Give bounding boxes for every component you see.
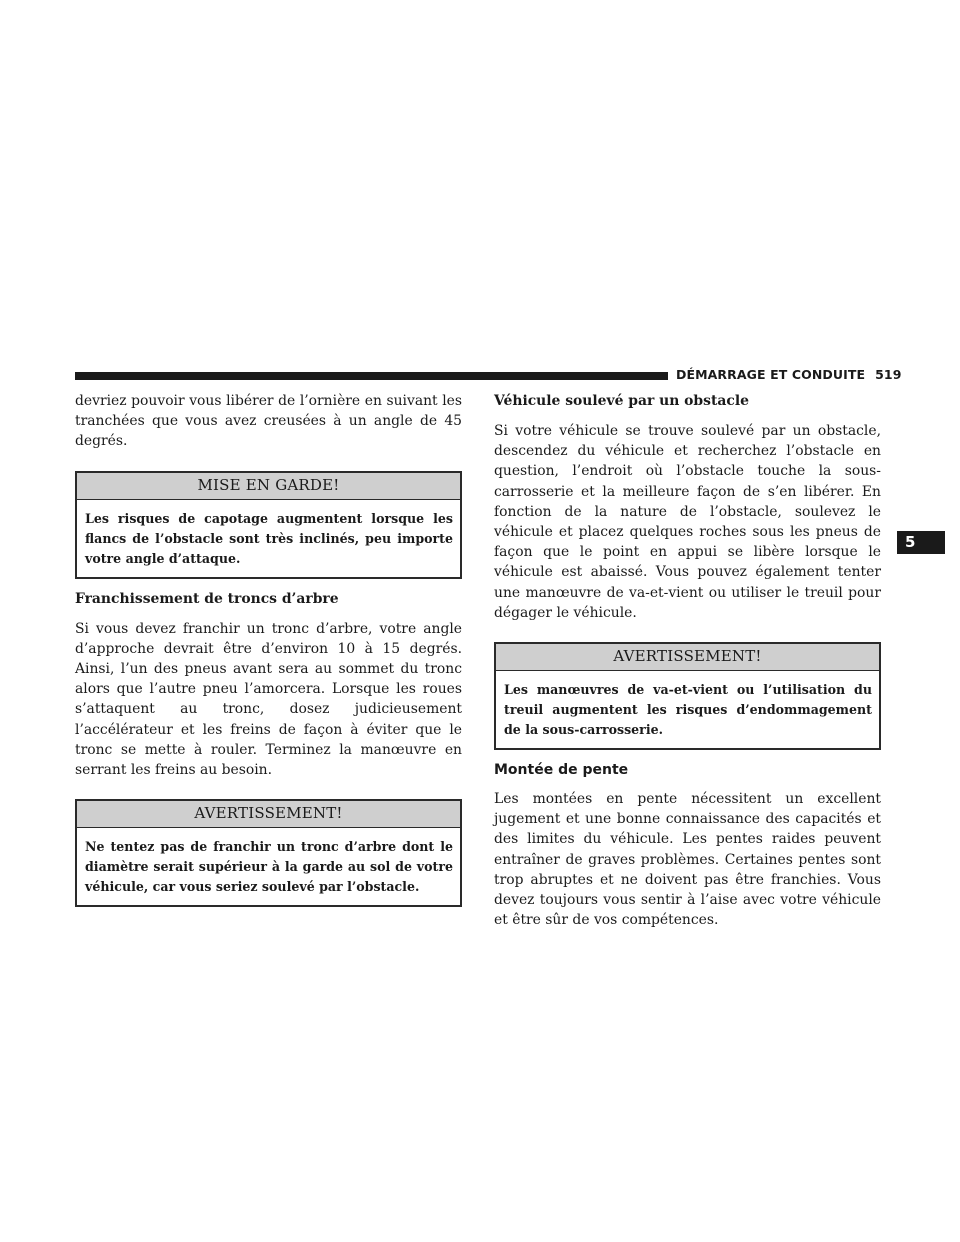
- intro-paragraph: devriez pouvoir vous libérer de l’ornière en suivant les tranchées que vous avez creusées à un angle de 45 degrés.: [75, 393, 462, 450]
- chapter-tab: 5: [897, 531, 945, 554]
- warning-title-right: AVERTISSEMENT!: [496, 644, 879, 671]
- caution-title: MISE EN GARDE!: [77, 473, 460, 500]
- warning-text-left: Ne tentez pas de franchir un tronc d’arbre dont le diamètre serait supérieur à la garde au sol de votre véhicule, car vous seriez soulevé par l’obstacle.: [85, 839, 453, 895]
- lifted-vehicle-paragraph: Si votre véhicule se trouve soulevé par un obstacle, descendez du véhicule et recherchez l’obstacle en question, l’endroit où l’obstacle touche la sous-carrosserie et la meilleure façon de s’en libérer. En fonction de la nature de l’obstacle, soulevez le véhicule et placez quelques roches sous les pneus de façon que le point en appui se libère lorsque le véhicule est abaissé. Vous pouvez également tenter une manœuvre de va-et-vient ou utiliser le treuil pour dégager le véhicule.: [494, 423, 881, 621]
- section-title: DÉMARRAGE ET CONDUITE: [676, 367, 866, 382]
- subheading-lifted-vehicle: Véhicule soulevé par un obstacle: [494, 393, 749, 409]
- caution-text: Les risques de capotage augmentent lorsque les flancs de l’obstacle sont très inclinés, peu importe votre angle d’attaque.: [85, 510, 453, 566]
- hill-climb-paragraph: Les montées en pente nécessitent un excellent jugement et une bonne connaissance des capacités et des limites du véhicule. Les pentes raides peuvent entraîner de graves problèmes. Certaines pentes sont trop abruptes et ne doivent pas être franchies. Vous devez toujours vous sentir à l’aise avec votre véhicule et être sûr de vos compétences.: [494, 791, 881, 929]
- warning-box-right: [494, 642, 881, 750]
- header-rule: [75, 372, 668, 380]
- tree-trunk-paragraph: Si vous devez franchir un tronc d’arbre, votre angle d’approche devrait être d’environ 10 à 15 degrés. Ainsi, l’un des pneus avant sera au sommet du tronc alors que l’autre pneu l’amorcera. Lorsque les roues s’attaquent au tronc, dosez judicieusement l’accélérateur et les freins de façon à éviter que le tronc se mette à rouler. Terminez la manœuvre en serrant les freins au besoin.: [75, 620, 462, 779]
- subheading-tree-trunk: Franchissement de troncs d’arbre: [75, 590, 339, 607]
- page-number: 519: [875, 367, 902, 382]
- warning-title-left: AVERTISSEMENT!: [77, 801, 460, 828]
- caution-box: [75, 471, 462, 579]
- warning-box-left: [75, 799, 462, 907]
- running-header: [676, 366, 902, 384]
- right-column: [494, 391, 881, 949]
- warning-text-right: Les manœuvres de va-et-vient ou l’utilisation du treuil augmentent les risques d’endommagement de la sous-carrosserie.: [504, 682, 872, 738]
- section-heading-hill-climb: Montée de pente: [494, 762, 629, 779]
- left-column: [75, 391, 462, 917]
